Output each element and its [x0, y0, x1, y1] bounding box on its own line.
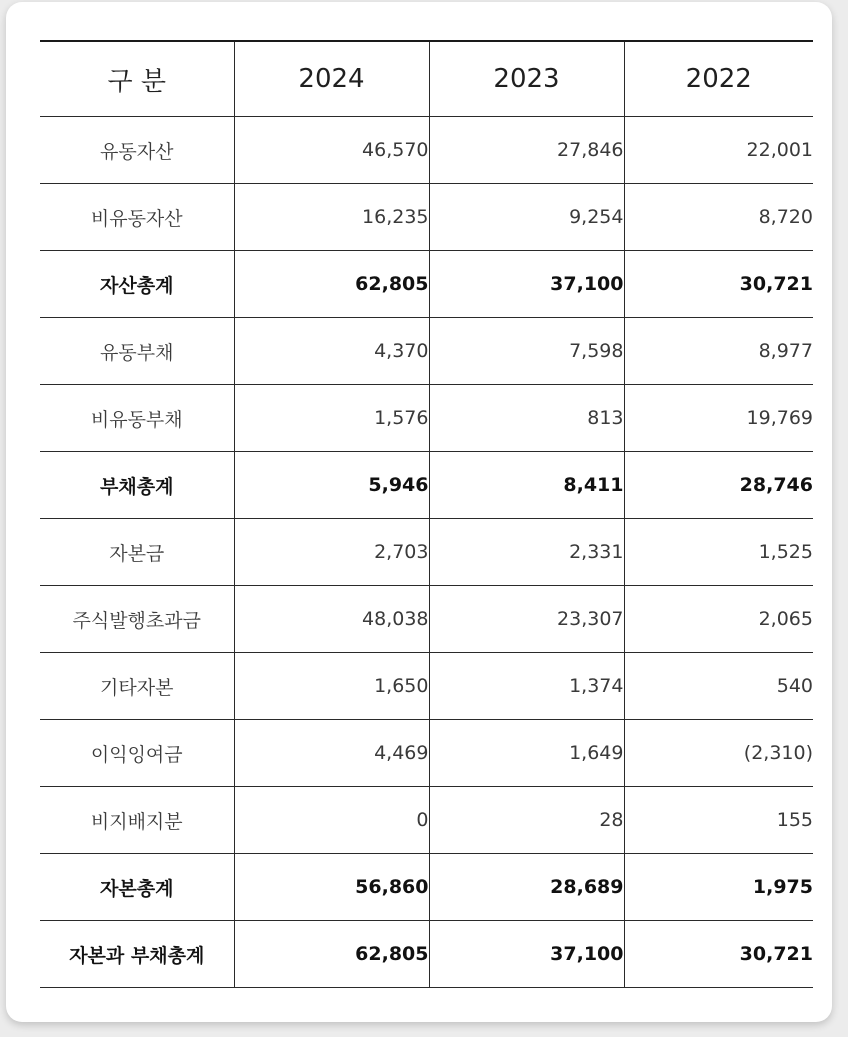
table-row [40, 184, 813, 251]
cell-2024: 48,038 [234, 586, 429, 653]
row-label: 비지배지분 [40, 787, 234, 854]
cell-2024: 46,570 [234, 117, 429, 184]
cell-2023: 27,846 [429, 117, 624, 184]
row-label: 자본총계 [40, 854, 234, 921]
cell-2023: 9,254 [429, 184, 624, 251]
table-row [40, 385, 813, 452]
cell-2024: 62,805 [234, 251, 429, 318]
table-card [6, 2, 832, 1022]
table-row [40, 653, 813, 720]
cell-2024: 4,469 [234, 720, 429, 787]
cell-2023: 1,649 [429, 720, 624, 787]
cell-2023: 7,598 [429, 318, 624, 385]
cell-2024: 0 [234, 787, 429, 854]
cell-2022: 540 [624, 653, 813, 720]
header-2024: 2024 [234, 41, 429, 117]
table-row [40, 720, 813, 787]
table-row [40, 117, 813, 184]
cell-2022: 155 [624, 787, 813, 854]
cell-2024: 1,650 [234, 653, 429, 720]
cell-2022: 19,769 [624, 385, 813, 452]
cell-2022: 28,746 [624, 452, 813, 519]
cell-2024: 56,860 [234, 854, 429, 921]
cell-2022: 2,065 [624, 586, 813, 653]
cell-2022: 1,525 [624, 519, 813, 586]
cell-2022: 30,721 [624, 921, 813, 988]
header-2023: 2023 [429, 41, 624, 117]
total-row [40, 452, 813, 519]
row-label: 유동자산 [40, 117, 234, 184]
cell-2023: 28,689 [429, 854, 624, 921]
row-label: 기타자본 [40, 653, 234, 720]
cell-2024: 4,370 [234, 318, 429, 385]
cell-2023: 37,100 [429, 251, 624, 318]
cell-2023: 28 [429, 787, 624, 854]
cell-2024: 5,946 [234, 452, 429, 519]
table-row [40, 519, 813, 586]
cell-2023: 1,374 [429, 653, 624, 720]
cell-2024: 62,805 [234, 921, 429, 988]
row-label: 자본금 [40, 519, 234, 586]
cell-2023: 8,411 [429, 452, 624, 519]
cell-2024: 16,235 [234, 184, 429, 251]
header-2022: 2022 [624, 41, 813, 117]
cell-2022: 22,001 [624, 117, 813, 184]
header-category: 구 분 [40, 41, 234, 117]
cell-2022: 8,977 [624, 318, 813, 385]
cell-2024: 2,703 [234, 519, 429, 586]
cell-2023: 813 [429, 385, 624, 452]
row-label: 부채총계 [40, 452, 234, 519]
cell-2023: 23,307 [429, 586, 624, 653]
total-row [40, 251, 813, 318]
cell-2022: 30,721 [624, 251, 813, 318]
row-label: 자산총계 [40, 251, 234, 318]
row-label: 비유동부채 [40, 385, 234, 452]
table-row [40, 586, 813, 653]
cell-2022: 8,720 [624, 184, 813, 251]
cell-2022: 1,975 [624, 854, 813, 921]
row-label: 주식발행초과금 [40, 586, 234, 653]
table-row [40, 787, 813, 854]
cell-2022: (2,310) [624, 720, 813, 787]
row-label: 자본과 부채총계 [40, 921, 234, 988]
table-header-row [40, 41, 813, 117]
financial-table [40, 40, 813, 988]
cell-2023: 37,100 [429, 921, 624, 988]
table-row [40, 318, 813, 385]
row-label: 유동부채 [40, 318, 234, 385]
grand-total-row [40, 921, 813, 988]
cell-2024: 1,576 [234, 385, 429, 452]
total-row [40, 854, 813, 921]
cell-2023: 2,331 [429, 519, 624, 586]
row-label: 이익잉여금 [40, 720, 234, 787]
row-label: 비유동자산 [40, 184, 234, 251]
